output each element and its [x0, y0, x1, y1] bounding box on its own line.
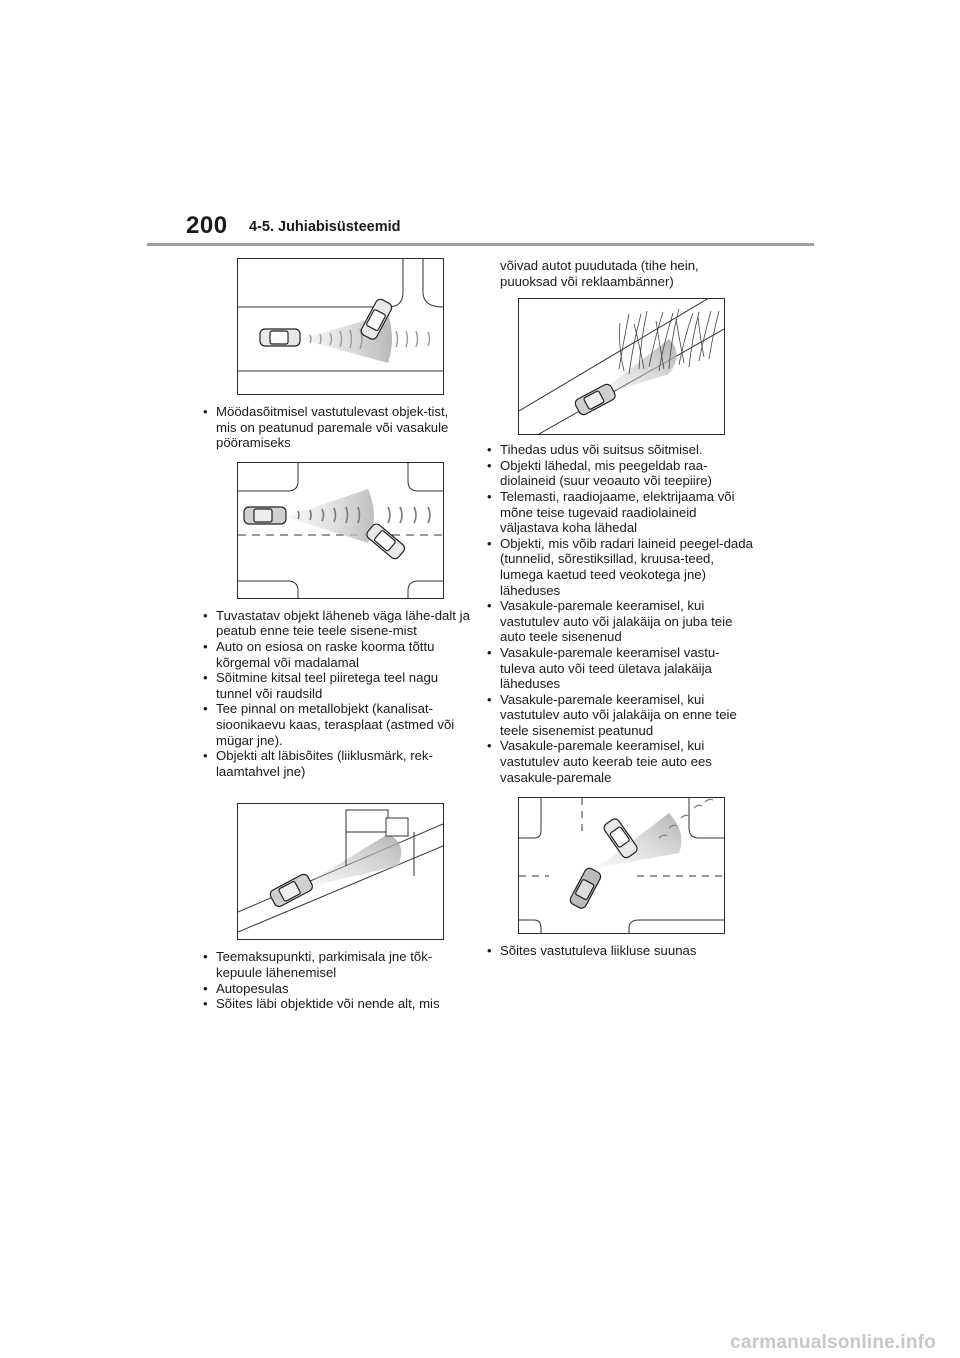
- list-item: • Sõites vastutuleva liikluse suunas: [484, 943, 754, 959]
- list-item: • Sõitmine kitsal teel piiretega teel nagu tunnel või raudsild: [200, 670, 470, 701]
- list-item: • Teemaksupunkti, parkimisala jne tõk-kepuule lähenemisel: [200, 949, 470, 980]
- list-item: • Autopesulas: [200, 981, 470, 997]
- own-car: [244, 507, 286, 524]
- list-item: • Vasakule-paremale keeramisel, kui vastutulev auto või jalakäija on enne teie teele sisenemist peatunud: [484, 692, 754, 739]
- section-title: 4-5. Juhiabisüsteemid: [249, 219, 401, 235]
- list-item: • Telemasti, raadiojaame, elektrijaama või mõne teise tugevaid raadiolaineid väljastava koha lähedal: [484, 489, 754, 536]
- cut-in-car: [365, 522, 407, 561]
- list-item: • Objekti, mis võib radari laineid peegel-dada (tunnelid, sõrestiksillad, kruusa-teed, lumega kaetud teed veokotega jne) läheduses: [484, 536, 754, 598]
- list-item: • Vasakule-paremale keeramisel vastu-tuleva auto või teed ületava jalakäija läheduses: [484, 645, 754, 692]
- figure-overhead-sign: [237, 803, 444, 940]
- list-item: • Vasakule-paremale keeramisel, kui vastutulev auto keerab teie auto ees vasakule-paremale: [484, 738, 754, 785]
- list-continuation: võivad autot puudutada (tihe hein, puuoksad või reklaambänner): [500, 258, 699, 289]
- right-column: [484, 258, 754, 959]
- list-item: • Tihedas udus või suitsus sõitmisel.: [484, 442, 754, 458]
- list-item: • Vasakule-paremale keeramisel, kui vastutulev auto või jalakäija on juba teie auto teele sisenenud: [484, 598, 754, 645]
- illustration-oncoming-traffic: [519, 798, 724, 933]
- list-item: • Sõites läbi objektide või nende alt, mis: [200, 996, 470, 1012]
- list-oncoming-traffic: [484, 943, 754, 959]
- list-oncoming-turning: [200, 404, 470, 451]
- header-rule: [147, 243, 814, 246]
- illustration-overhead-sign: [238, 804, 443, 939]
- list-item: • Objekti lähedal, mis peegeldab raa-diolaineid (suur veoauto või teepiire): [484, 458, 754, 489]
- illustration-cut-in-vehicle: [238, 463, 443, 598]
- figure-cut-in-vehicle: [237, 462, 444, 599]
- illustration-tall-grass: [519, 299, 724, 434]
- left-column: [200, 258, 470, 1012]
- watermark: carmanualsonline.info: [730, 1332, 936, 1353]
- list-environment: [484, 442, 754, 785]
- own-car: [260, 329, 300, 346]
- figure-oncoming-turning-vehicle: [237, 258, 444, 395]
- figure-tall-grass: [518, 298, 725, 435]
- page-number: 200: [186, 212, 228, 239]
- list-detection-limits: [200, 608, 470, 780]
- list-item: • Tee pinnal on metallobjekt (kanalisat-sioonikaevu kaas, terasplaat (astmed või mügar jne).: [200, 701, 470, 748]
- own-car: [569, 867, 603, 910]
- list-item: • Auto on esiosa on raske koorma tõttu kõrgemal või madalamal: [200, 639, 470, 670]
- illustration-turning-vehicle: [238, 259, 443, 394]
- list-item: • Tuvastatav objekt läheneb väga lähe-dalt ja peatub enne teie teele sisene-mist: [200, 608, 470, 639]
- oncoming-car: [602, 817, 639, 860]
- list-item: • Objekti alt läbisõites (liiklusmärk, rek-laamtahvel jne): [200, 748, 470, 779]
- own-car: [574, 383, 617, 417]
- list-obstacles: [200, 949, 470, 1011]
- figure-oncoming-traffic: [518, 797, 725, 934]
- list-item: • Möödasõitmisel vastutulevast objek-tist, mis on peatunud paremale või vasakule pööramiseks: [200, 404, 470, 451]
